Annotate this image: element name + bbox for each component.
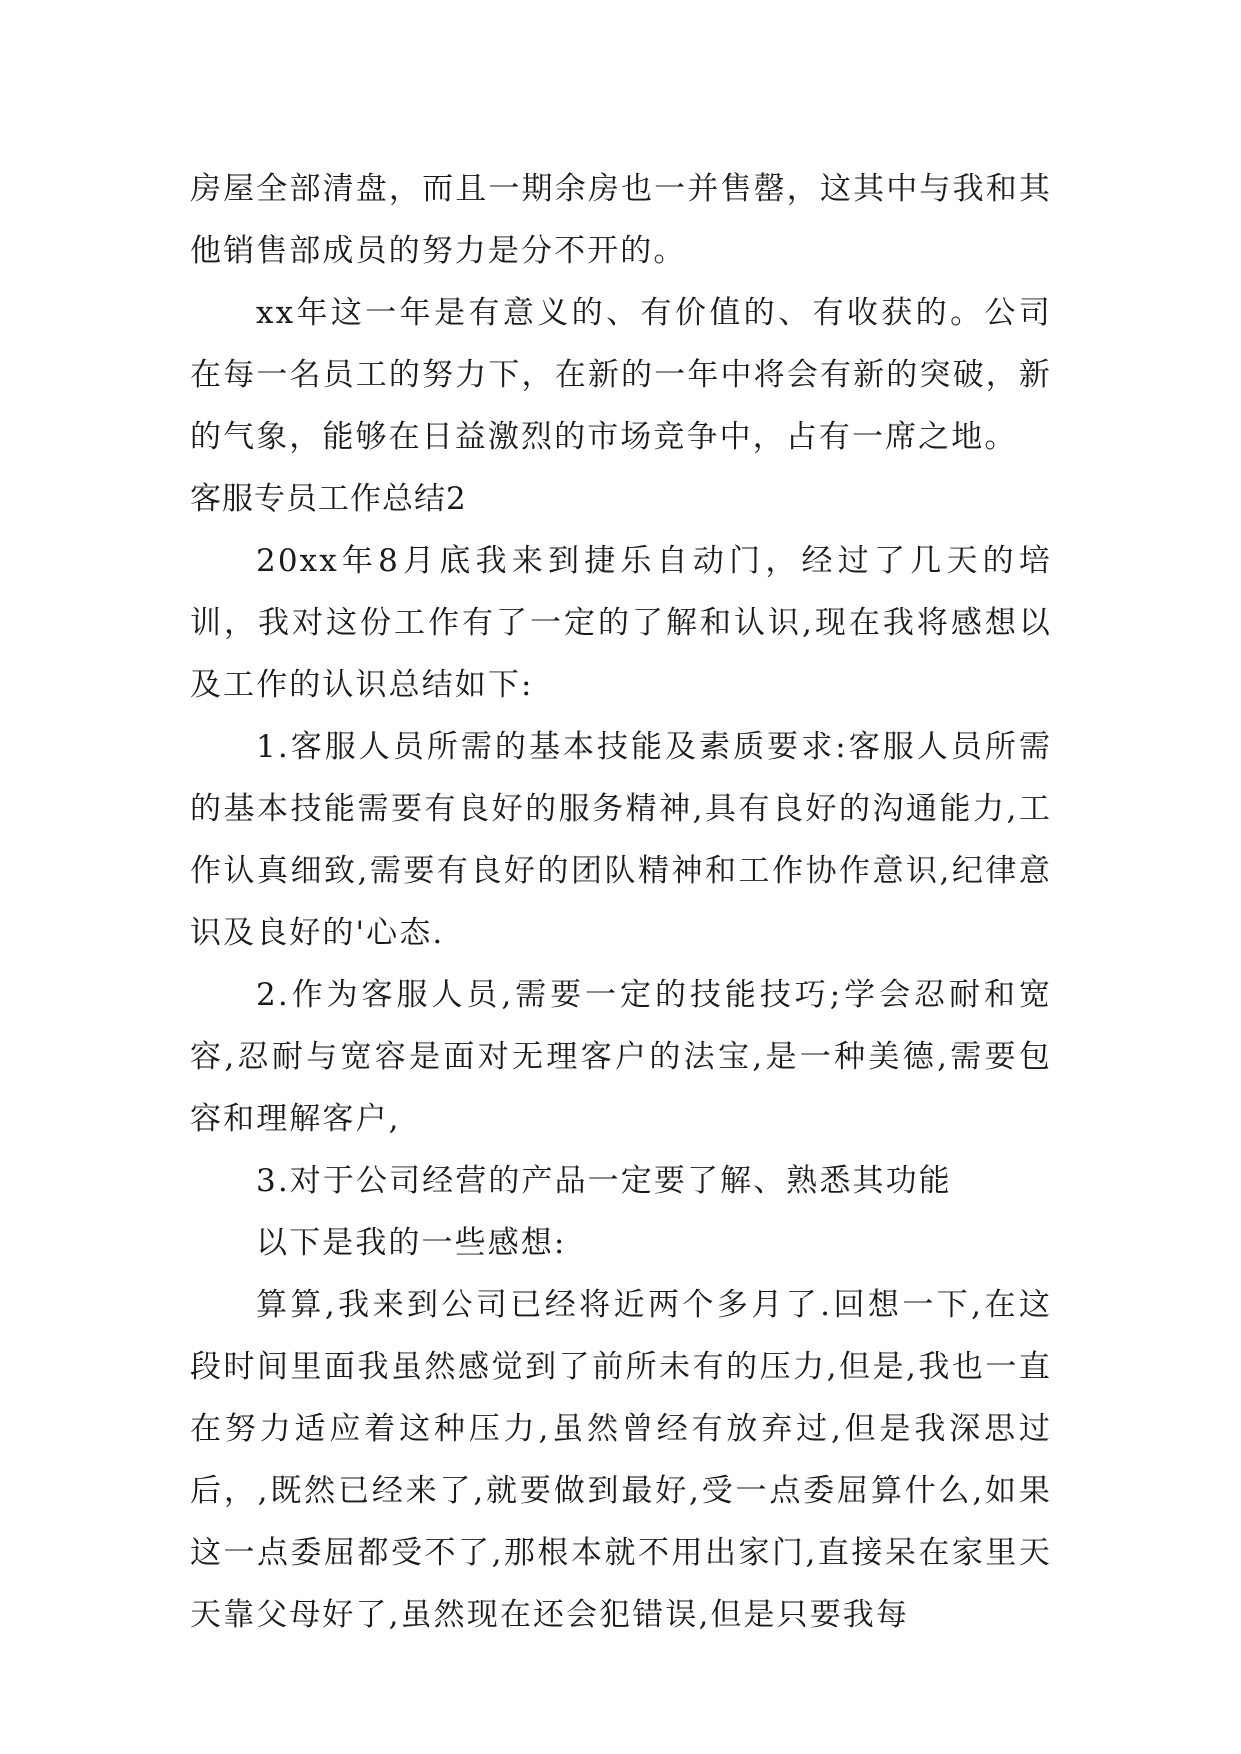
paragraph-sales-summary-end: 房屋全部清盘，而且一期余房也一并售罄，这其中与我和其他销售部成员的努力是分不开的。: [190, 171, 1052, 269]
list-item-1: 1.客服人员所需的基本技能及素质要求:客服人员所需的基本技能需要有良好的服务精神,具有良好的沟通能力,工作认真细致,需要有良好的团队精神和工作协作意识,纪律意识及良好的'心态.: [190, 729, 1052, 951]
paragraph-thoughts-lead: 以下是我的一些感想:: [256, 1225, 567, 1261]
list-item-2: 2.作为客服人员,需要一定的技能技巧;学会忍耐和宽容,忍耐与宽容是面对无理客户的法宝,是一种美德,需要包容和理解客户,: [190, 977, 1052, 1137]
paragraph-reflection: 算算,我来到公司已经将近两个多月了.回想一下,在这段时间里面我虽然感觉到了前所未有的压力,但是,我也一直在努力适应着这种压力,虽然曾经有放弃过,但是我深思过后，,既然已经来了,就要做到最好,受一点委屈算什么,如果这一点委屈都受不了,那根本就不用出家门,直接呆在家里天天靠父母好了,虽然现在还会犯错误,但是只要我每: [190, 1287, 1052, 1633]
section-heading: 客服专员工作总结2: [190, 481, 467, 517]
list-item-3: 3.对于公司经营的产品一定要了解、熟悉其功能: [256, 1163, 952, 1199]
paragraph-intro: 20xx年8月底我来到捷乐自动门，经过了几天的培训，我对这份工作有了一定的了解和认识,现在我将感想以及工作的认识总结如下:: [190, 543, 1052, 703]
paragraph-year-review: xx年这一年是有意义的、有价值的、有收获的。公司在每一名员工的努力下，在新的一年中将会有新的突破，新的气象，能够在日益激烈的市场竞争中，占有一席之地。: [190, 295, 1052, 455]
document-body: [190, 158, 1052, 1646]
